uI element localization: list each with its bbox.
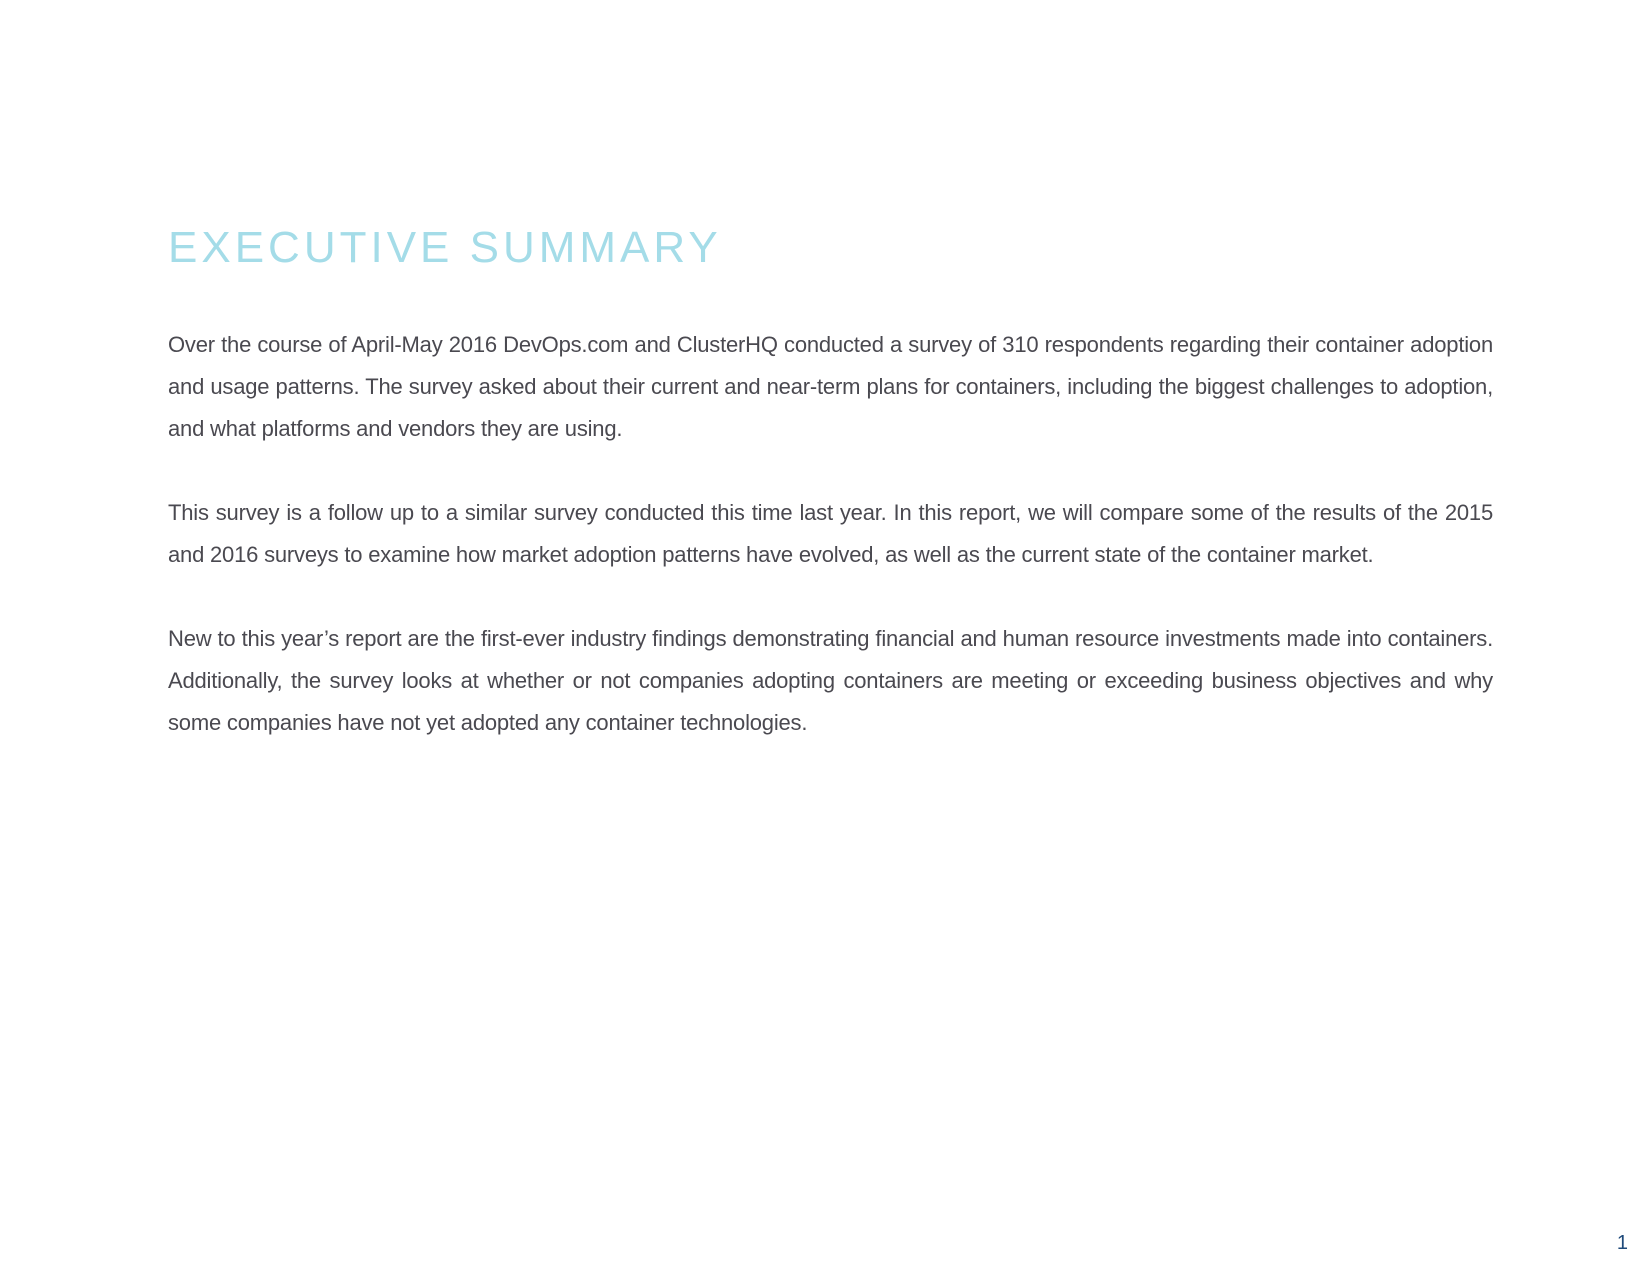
paragraph-comparison: This survey is a follow up to a similar survey conducted this time last year. In this report, we will compare some of the results of the 2015 and 2016 surveys to examine how market adoption patterns have evolved, as well as the current state of the container market. — [168, 500, 1493, 567]
section-heading: EXECUTIVE SUMMARY — [168, 223, 722, 272]
page-number: 1 — [1616, 1232, 1628, 1254]
body-text — [168, 324, 1493, 786]
paragraph-intro: Over the course of April-May 2016 DevOps.com and ClusterHQ conducted a survey of 310 respondents regarding their container adoption and usage patterns. The survey asked about their current and near-term plans for containers, including the biggest challenges to adoption, and what platforms and vendors they are using. — [168, 332, 1493, 441]
paragraph-new-findings: New to this year’s report are the first-ever industry findings demonstrating financial and human resource investments made into containers. Additionally, the survey looks at whether or not companies adopting containers are meeting or exceeding business objectives and why some companies have not yet adopted any container technologies. — [168, 626, 1493, 735]
